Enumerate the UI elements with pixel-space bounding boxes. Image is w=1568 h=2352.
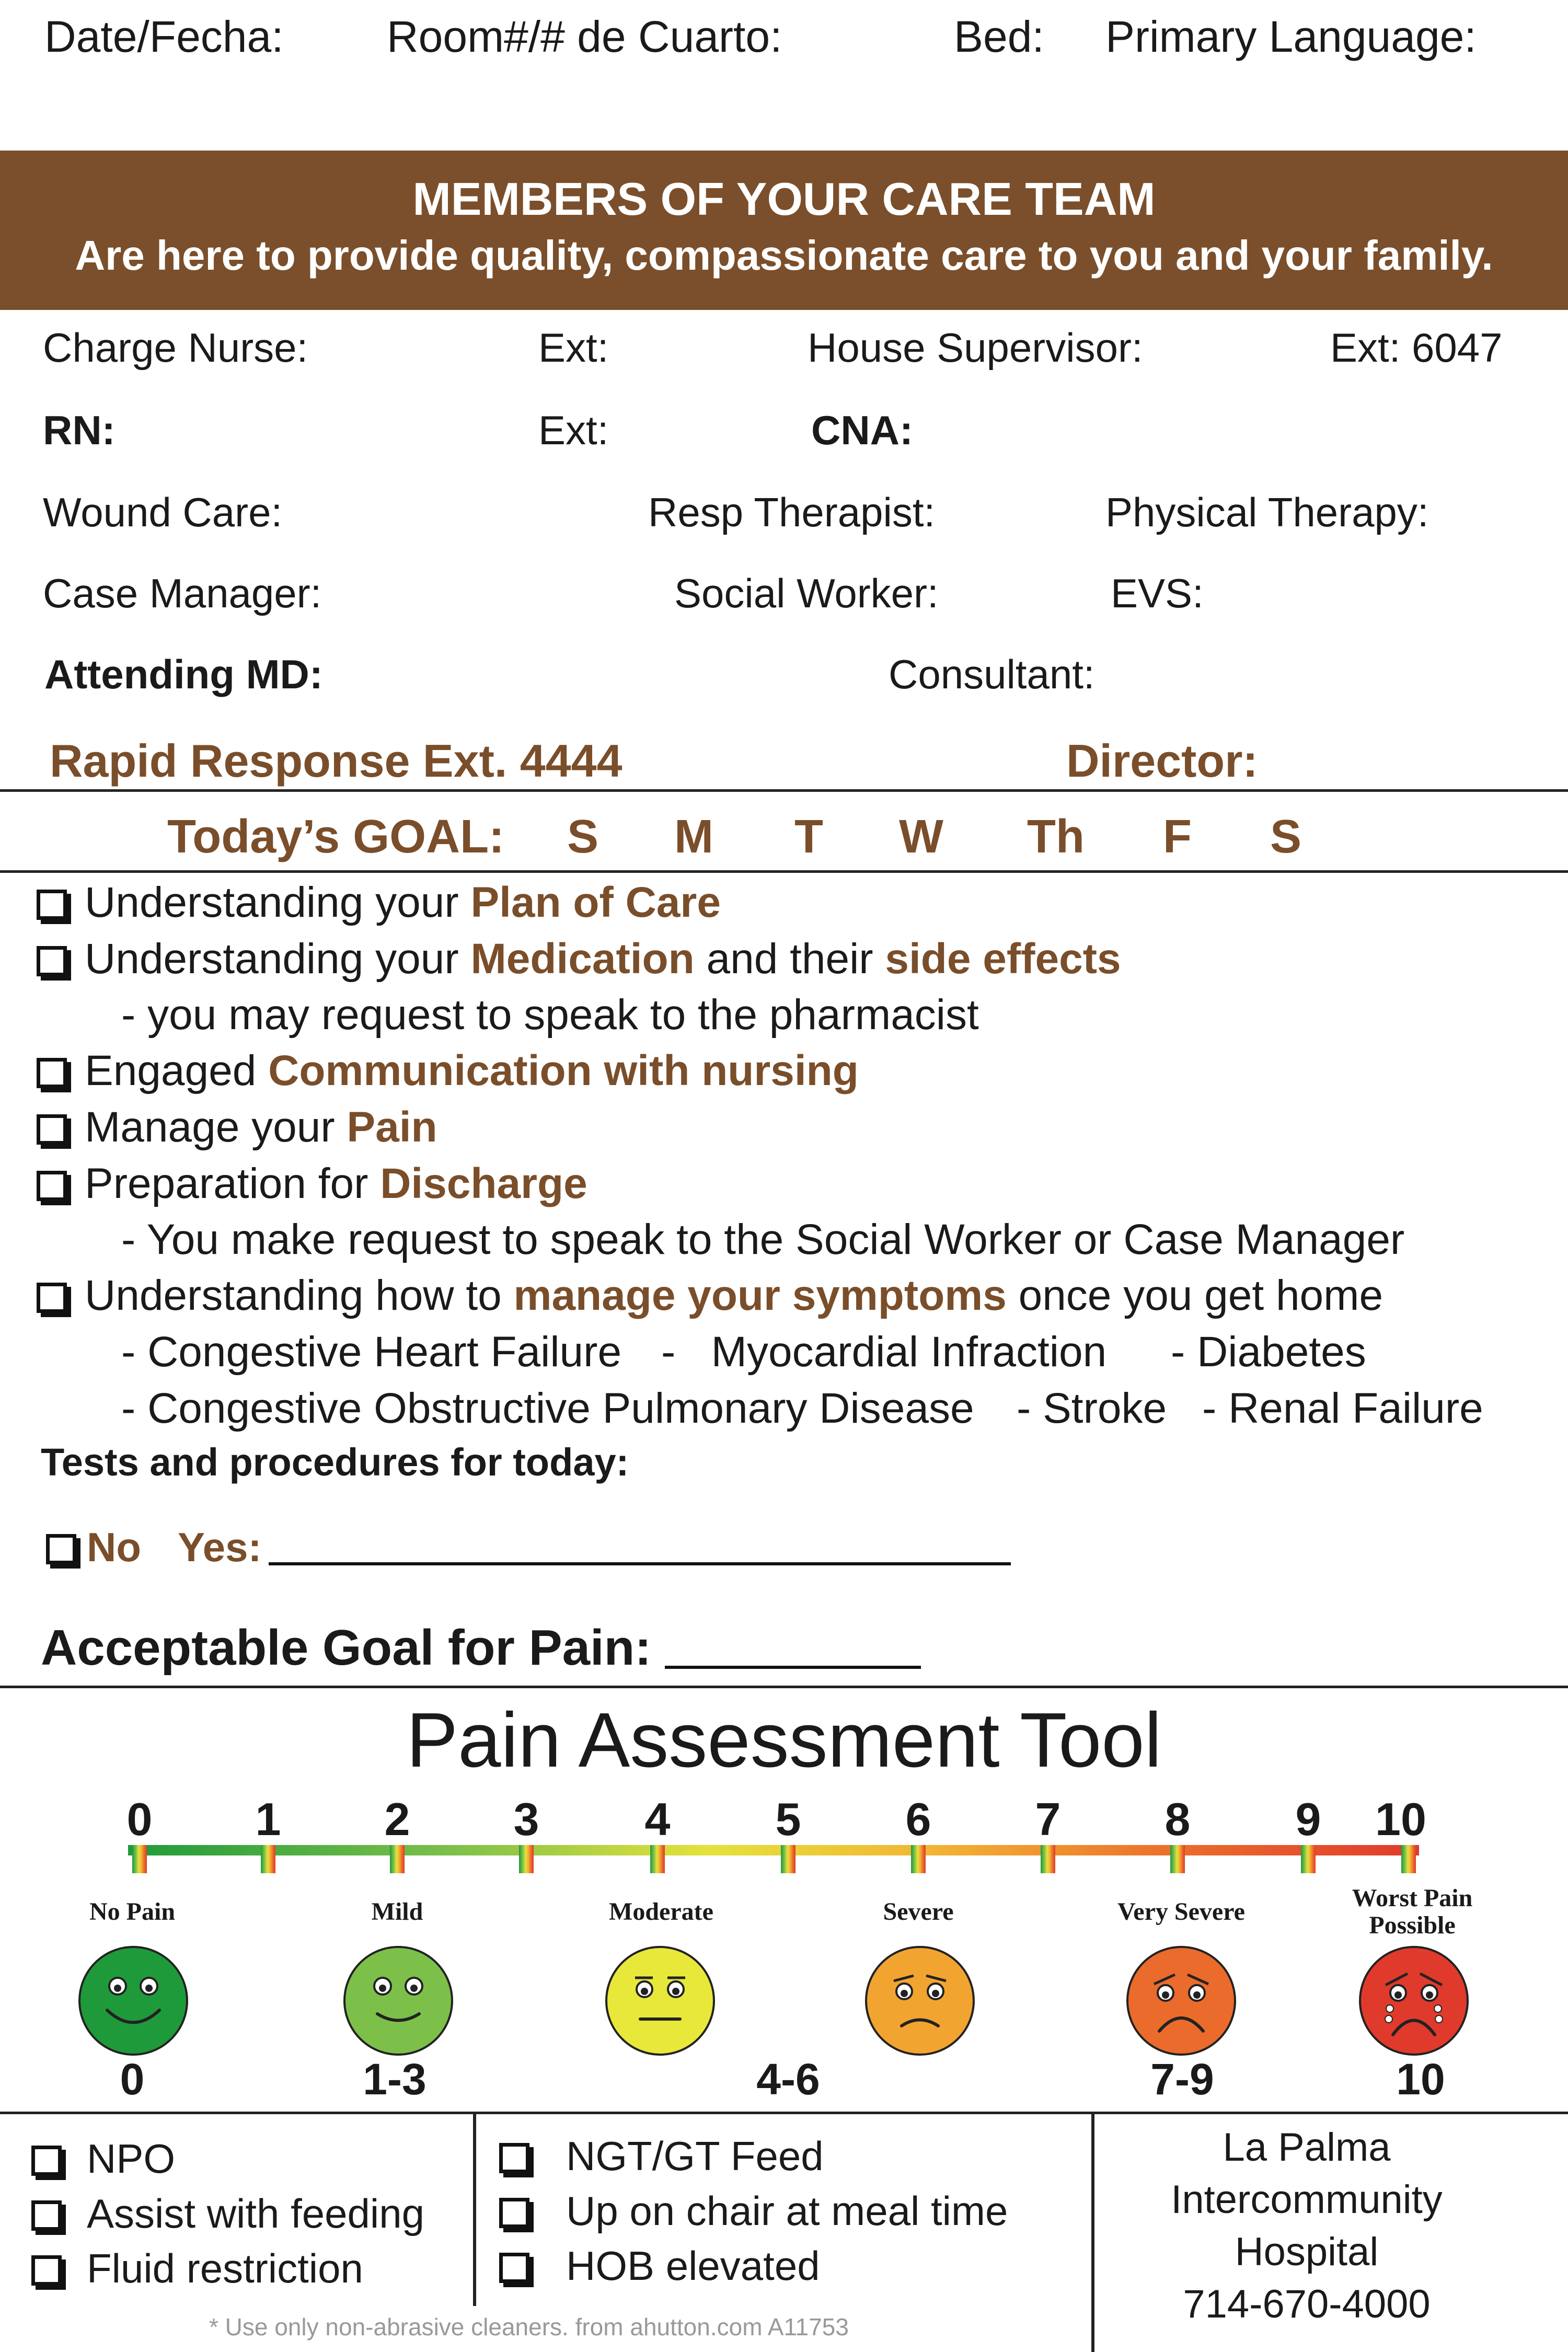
scale-number: 3 xyxy=(513,1793,539,1845)
footer-ngt-feed[interactable] xyxy=(499,2132,824,2180)
checkbox[interactable] xyxy=(31,2146,62,2176)
charge-nurse-label: Charge Nurse: xyxy=(43,325,308,371)
face-label-worst-pain xyxy=(1352,1885,1473,1939)
checkbox[interactable] xyxy=(499,2143,529,2173)
goal-text: Understanding your xyxy=(85,879,471,926)
bed-label: Bed: xyxy=(954,12,1044,61)
tests-yes-label: Yes: xyxy=(177,1524,262,1570)
footer-label: NGT/GT Feed xyxy=(566,2133,824,2179)
goal-text: once you get home xyxy=(1006,1272,1383,1319)
checkbox[interactable] xyxy=(499,2253,529,2283)
care-team-banner xyxy=(0,151,1568,310)
checkbox[interactable] xyxy=(37,1283,67,1313)
scale-tick xyxy=(390,1845,405,1873)
house-supervisor-label: House Supervisor: xyxy=(808,325,1143,371)
goal-item-plan-of-care[interactable] xyxy=(37,878,721,927)
hospital-name-line2: Intercommunity xyxy=(1171,2177,1443,2222)
footer-label: Assist with feeding xyxy=(87,2190,424,2236)
checkbox[interactable] xyxy=(37,1058,67,1088)
checkbox[interactable] xyxy=(37,890,67,920)
pain-goal-field[interactable] xyxy=(665,1623,921,1669)
face-no-pain-icon xyxy=(76,1943,191,2058)
face-severe-icon xyxy=(862,1943,977,2058)
divider xyxy=(0,789,1568,792)
scale-number: 2 xyxy=(384,1793,410,1845)
face-worst-pain-icon xyxy=(1356,1943,1471,2058)
todays-goal-label: Today’s GOAL: xyxy=(167,811,505,863)
face-label-mild: Mild xyxy=(371,1898,423,1926)
goal-subtext-pharmacist: - you may request to speak to the pharmacist xyxy=(121,991,979,1039)
face-label-line: Possible xyxy=(1369,1911,1456,1939)
director-label: Director: xyxy=(1066,735,1258,787)
rapid-response-label: Rapid Response Ext. 4444 xyxy=(50,735,622,787)
goal-day-thursday[interactable]: Th xyxy=(1027,811,1085,863)
face-label-no-pain: No Pain xyxy=(89,1898,176,1926)
cleaning-note: * Use only non-abrasive cleaners. from ahutton.com A11753 xyxy=(209,2313,849,2341)
condition-copd: - Congestive Obstructive Pulmonary Disease xyxy=(121,1385,974,1432)
goal-day-sunday[interactable]: S xyxy=(567,811,599,863)
condition-diabetes: - Diabetes xyxy=(1171,1328,1366,1376)
tests-no-label: No xyxy=(87,1524,141,1570)
scale-tick xyxy=(132,1845,147,1873)
tests-options xyxy=(46,1524,1011,1571)
consultant-label: Consultant: xyxy=(889,651,1095,697)
condition-renal: - Renal Failure xyxy=(1202,1385,1483,1432)
face-label-very-severe: Very Severe xyxy=(1117,1898,1245,1926)
checkbox[interactable] xyxy=(37,946,67,976)
resp-therapist-label: Resp Therapist: xyxy=(648,489,936,535)
scale-number: 4 xyxy=(644,1793,671,1845)
date-label: Date/Fecha: xyxy=(44,12,284,61)
divider xyxy=(0,2112,1568,2114)
goal-item-pain[interactable] xyxy=(37,1103,437,1152)
face-label-line: Worst Pain xyxy=(1352,1884,1473,1912)
checkbox[interactable] xyxy=(46,1534,76,1564)
footer-label: HOB elevated xyxy=(566,2243,820,2289)
scale-tick xyxy=(519,1845,534,1873)
checkbox[interactable] xyxy=(499,2198,529,2228)
tests-label: Tests and procedures for today: xyxy=(41,1440,629,1484)
banner-subtitle: Are here to provide quality, compassionate care to you and your family. xyxy=(75,232,1493,279)
footer-label: NPO xyxy=(87,2136,176,2182)
social-worker-label: Social Worker: xyxy=(674,570,939,616)
range-label-10: 10 xyxy=(1396,2055,1445,2104)
hospital-phone: 714-670-4000 xyxy=(1183,2282,1431,2326)
goal-highlight: manage your symptoms xyxy=(513,1272,1007,1319)
goal-text: and their xyxy=(694,935,885,983)
goal-subtext-social-worker: - You make request to speak to the Social Worker or Case Manager xyxy=(121,1216,1405,1263)
goal-day-monday[interactable]: M xyxy=(674,811,713,863)
pain-scale-bar xyxy=(0,1840,1568,1882)
face-very-severe-icon xyxy=(1124,1943,1239,2058)
goal-text: Manage your xyxy=(85,1103,347,1151)
face-label-moderate: Moderate xyxy=(609,1898,713,1926)
goal-highlight: Communication with nursing xyxy=(268,1047,859,1094)
hospital-name-line3: Hospital xyxy=(1235,2230,1379,2274)
tests-yes-field[interactable] xyxy=(269,1526,1011,1565)
scale-number: 1 xyxy=(255,1793,281,1845)
footer-assist-feeding[interactable] xyxy=(31,2190,424,2238)
checkbox[interactable] xyxy=(37,1114,67,1145)
cna-label: CNA: xyxy=(811,407,913,453)
house-supervisor-ext: Ext: 6047 xyxy=(1330,325,1503,371)
checkbox[interactable] xyxy=(37,1171,67,1201)
goal-item-symptoms[interactable] xyxy=(37,1271,1383,1320)
goal-day-wednesday[interactable]: W xyxy=(899,811,943,863)
range-label-0: 0 xyxy=(120,2055,145,2104)
pain-goal-label: Acceptable Goal for Pain: xyxy=(41,1620,652,1676)
condition-mi: - Myocardial Infraction xyxy=(661,1328,1107,1376)
goal-day-saturday[interactable]: S xyxy=(1270,811,1302,863)
face-mild-icon xyxy=(341,1943,456,2058)
language-label: Primary Language: xyxy=(1105,12,1477,61)
footer-fluid-restriction[interactable] xyxy=(31,2245,363,2292)
scale-number: 7 xyxy=(1035,1793,1061,1845)
physical-therapy-label: Physical Therapy: xyxy=(1105,489,1429,535)
goal-highlight: Plan of Care xyxy=(470,879,721,926)
scale-number: 0 xyxy=(126,1793,153,1845)
footer-up-on-chair[interactable] xyxy=(499,2187,1008,2235)
rn-ext-label: Ext: xyxy=(538,407,609,453)
hospital-name-line1: La Palma xyxy=(1223,2125,1391,2170)
attending-md-label: Attending MD: xyxy=(44,651,323,697)
scale-number: 8 xyxy=(1165,1793,1191,1845)
footer-npo[interactable] xyxy=(31,2135,175,2183)
range-label-7-9: 7-9 xyxy=(1150,2055,1214,2104)
goal-text: Preparation for xyxy=(85,1160,381,1207)
divider xyxy=(0,1686,1568,1688)
scale-tick xyxy=(650,1845,665,1873)
scale-tick xyxy=(261,1845,275,1873)
scale-tick xyxy=(1401,1845,1416,1873)
goal-highlight: Discharge xyxy=(380,1160,587,1207)
scale-number: 10 xyxy=(1375,1793,1426,1845)
evs-label: EVS: xyxy=(1111,570,1204,616)
face-label-severe: Severe xyxy=(883,1898,954,1926)
case-manager-label: Case Manager: xyxy=(43,570,322,616)
goal-item-communication[interactable] xyxy=(37,1046,859,1096)
goal-text: Understanding how to xyxy=(85,1272,514,1319)
range-label-4-6: 4-6 xyxy=(756,2055,820,2104)
divider xyxy=(0,870,1568,873)
pain-goal-row xyxy=(41,1619,921,1677)
goal-day-tuesday[interactable]: T xyxy=(794,811,823,863)
scale-number: 9 xyxy=(1295,1793,1321,1845)
face-moderate-icon xyxy=(603,1943,718,2058)
scale-number: 5 xyxy=(775,1793,801,1845)
goal-text: Understanding your xyxy=(85,935,471,983)
range-label-1-3: 1-3 xyxy=(363,2055,426,2104)
scale-tick xyxy=(1301,1845,1316,1873)
charge-ext-label: Ext: xyxy=(538,325,609,371)
footer-divider xyxy=(1091,2113,1094,2352)
scale-tick xyxy=(1041,1845,1055,1873)
room-label: Room#/# de Cuarto: xyxy=(387,12,782,61)
scale-number: 6 xyxy=(905,1793,931,1845)
banner-title: MEMBERS OF YOUR CARE TEAM xyxy=(412,173,1156,225)
footer-label: Fluid restriction xyxy=(87,2245,363,2291)
goal-highlight: Medication xyxy=(470,935,695,983)
footer-label: Up on chair at meal time xyxy=(566,2188,1008,2234)
checkbox[interactable] xyxy=(31,2255,62,2286)
goal-text: Engaged xyxy=(85,1047,269,1094)
footer-divider xyxy=(473,2113,476,2306)
scale-tick xyxy=(911,1845,926,1873)
goal-highlight: Pain xyxy=(347,1103,437,1151)
checkbox[interactable] xyxy=(31,2200,62,2231)
condition-chf: - Congestive Heart Failure xyxy=(121,1328,622,1376)
scale-tick xyxy=(1170,1845,1185,1873)
condition-stroke: - Stroke xyxy=(1017,1385,1167,1432)
goal-item-discharge[interactable] xyxy=(37,1159,587,1208)
footer-hob-elevated[interactable] xyxy=(499,2242,820,2290)
goal-highlight: side effects xyxy=(885,935,1121,983)
rn-label: RN: xyxy=(43,407,116,453)
goal-item-medication[interactable] xyxy=(37,935,1121,984)
goal-day-friday[interactable]: F xyxy=(1163,811,1192,863)
pain-tool-title: Pain Assessment Tool xyxy=(406,1697,1162,1783)
scale-tick xyxy=(781,1845,795,1873)
wound-care-label: Wound Care: xyxy=(43,489,283,535)
